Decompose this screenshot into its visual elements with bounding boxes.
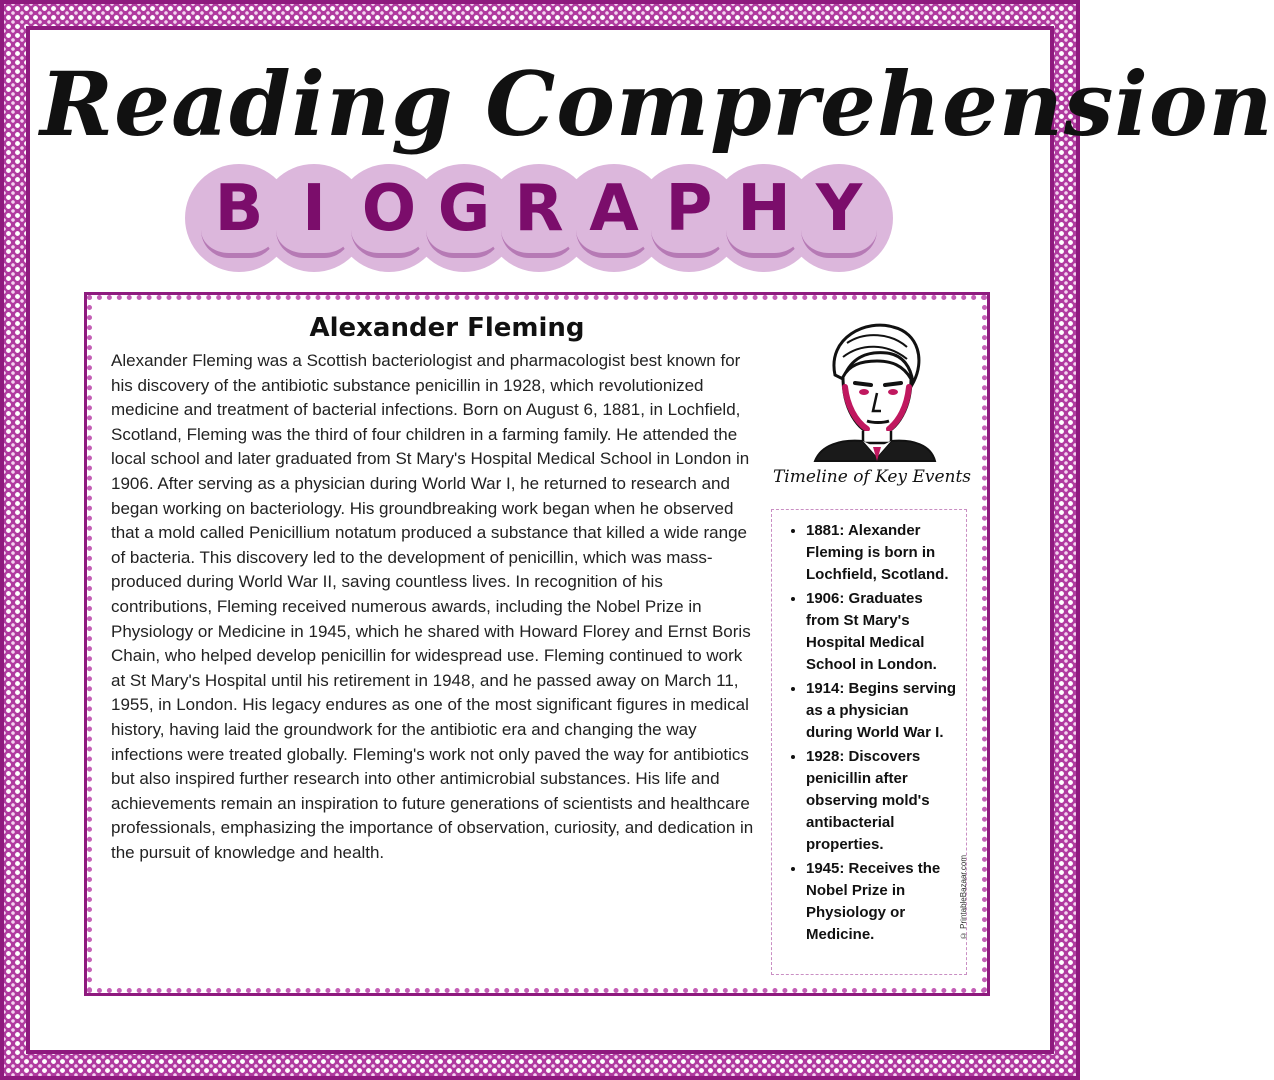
timeline-box — [771, 509, 967, 975]
page-title: Reading Comprehension — [40, 52, 1274, 156]
article-title: Alexander Fleming — [309, 313, 585, 343]
subtitle-letter: P — [665, 172, 713, 246]
subtitle-letter: G — [437, 172, 491, 246]
portrait-illustration — [807, 317, 937, 461]
subtitle-letter: I — [302, 172, 326, 246]
subtitle-letter: Y — [815, 172, 863, 246]
subtitle-letter: B — [214, 172, 264, 246]
biography-banner — [185, 164, 895, 280]
copyright-credit: © PrintableBazaar.com — [959, 855, 968, 941]
content-panel — [84, 292, 990, 996]
timeline-item: • 1881: Alexander Fleming is born in Lochfield, Scotland. — [806, 520, 958, 586]
subtitle-letter: H — [737, 172, 791, 246]
timeline-item: • 1914: Begins serving as a physician during World War I. — [806, 678, 958, 744]
timeline-heading: Timeline of Key Events — [772, 467, 972, 487]
timeline-item: • 1928: Discovers penicillin after observing mold's antibacterial properties. — [806, 746, 958, 856]
timeline-item: • 1906: Graduates from St Mary's Hospital Medical School in London. — [806, 588, 958, 676]
timeline-list — [780, 520, 958, 946]
subtitle-letter: R — [514, 172, 564, 246]
subtitle-letter: A — [589, 172, 639, 246]
timeline-item: • 1945: Receives the Nobel Prize in Physiology or Medicine. — [806, 858, 958, 946]
subtitle-letter: O — [361, 172, 417, 246]
article-body: Alexander Fleming was a Scottish bacteriologist and pharmacologist best known for his discovery of the antibiotic substance penicillin in 1928, which revolutionized medicine and treatment of bacterial infections. Born on August 6, 1881, in Lochfield, Scotland, Fleming was the third of four children in a farming family. He attended the local school and later graduated from St Mary's Hospital Medical School in London in 1906. After serving as a physician during World War I, he returned to research and began working on bacteriology. His groundbreaking work began when he observed that a mold called Penicillium notatum produced a substance that killed a wide range of bacteria. This discovery led to the development of penicillin, which was mass-produced during World War II, saving countless lives. In recognition of his contributions, Fleming received numerous awards, including the Nobel Prize in Physiology or Medicine in 1945, which he shared with Howard Florey and Ernst Boris Chain, who helped develop penicillin for widespread use. Fleming continued to work at St Mary's Hospital until his retirement in 1948, and he passed away on March 11, 1955, in London. His legacy endures as one of the most significant figures in medical history, having laid the groundwork for the antibiotic era and changing the way infections were treated globally. Fleming's work not only paved the way for antibiotics but also inspired further research into other antimicrobial substances. His life and achievements remain an inspiration to future generations of scientists and healthcare professionals, emphasizing the importance of observation, curiosity, and dedication in the pursuit of knowledge and health. — [111, 351, 754, 862]
